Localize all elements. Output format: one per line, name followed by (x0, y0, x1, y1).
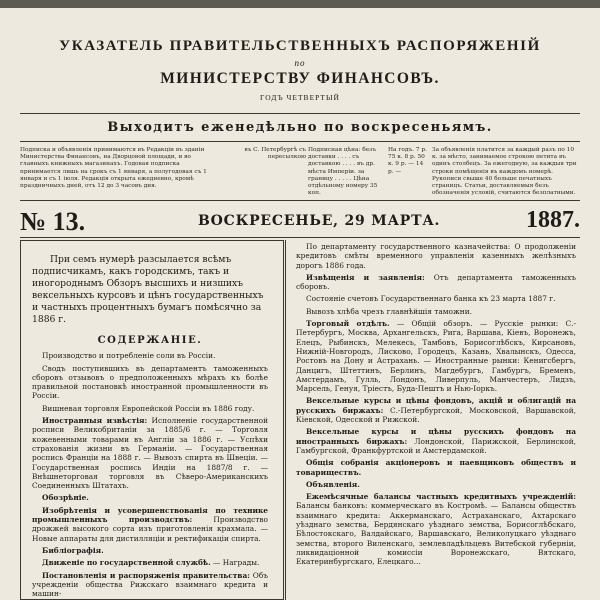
subscription-info: Подписка и объявленія принимаются въ Редакціи въ зданіи Министерства Финансовъ, на Дворцовой площади, и во главныхъ книжныхъ магазинахъ. Годовая подписка принимается лишь на срокъ съ 1 января, а полугодовая съ 1 января и съ 1 іюля. Редакція открыта ежедневно, кромѣ праздничныхъ дней, отъ 12 до 3 часовъ дня. (20, 147, 207, 190)
contents-item (32, 546, 268, 555)
contents-item-text: По департаменту государственного казначейства: О продолженіи кредитовъ смѣты временного управленія казенныхъ желѣзныхъ дорогъ 1886 года. (296, 242, 576, 270)
subscription-amounts: На годъ. 7 р. 75 к. 8 р. 50 к. 9 р. — 14 р. — (388, 147, 427, 175)
contents-item (32, 493, 268, 502)
contents-item-text: Отъ департамента таможенныхъ сборовъ. (296, 272, 576, 292)
contents-item (296, 273, 576, 292)
contents-item-heading: Ежемѣсячные балансы частныхъ кредитныхъ учрежденій: (306, 492, 576, 502)
contents-item (296, 492, 576, 566)
subscription-city: въ С. Петербургѣ съ пересылкою (244, 147, 306, 161)
contents-item (32, 571, 268, 599)
contents-item (296, 427, 576, 455)
contents-item-heading: Вексельные курсы и цѣны русскихъ фондовъ на иностранныхъ биржахъ: (296, 427, 576, 446)
contents-item (296, 480, 576, 489)
contents-heading: СОДЕРЖАНІЕ. (97, 335, 203, 346)
issue-number: № 13. (20, 207, 86, 236)
contents-item-text: Вывозъ хлѣба чрезъ главнѣйшія таможни. (306, 306, 472, 316)
masthead-title-line3: МИНИСТЕРСТВУ ФИНАНСОВЪ. (160, 70, 440, 87)
contents-item-heading: Общія собранія акціонеровъ и паевщиковъ обществъ и товариществъ. (296, 458, 576, 477)
right-column (292, 240, 580, 570)
info-rule-top (20, 141, 580, 142)
contents-item-text: — Общій обзоръ. — Русскіе рынки: С.-Петербургъ, Москва, Архангельскъ, Рига, Варшава, Кіевъ, Воронежъ, Елецъ, Рыбинскъ, Мелекесь, Тамбовъ, Борисоглѣбскъ, Кирсановъ, Нижній-Новгородъ, Лисково, Городецъ, Казань, Хвалынскъ, Одесса, Ростовъ на Дону и Астрахань. — Иностранные рынки: Кенигсбергъ, Данцигъ, Штеттинъ, Берлинъ, Магдебургъ, Гамбургъ, Бременъ, Амстердамъ, Гулль, Лондонъ, Ливерпуль, Манчестеръ, Лидзъ, Марсель, Генуя, Тріестъ, Буда-Пештъ и Нью-Іоркъ. (296, 319, 576, 394)
contents-list (32, 351, 268, 598)
contents-item (296, 319, 576, 393)
contents-item-heading: Обозрѣніе. (42, 493, 89, 503)
contents-item (32, 364, 268, 401)
issue-date: ВОСКРЕСЕНЬЕ, 29 МАРТА. (198, 213, 441, 229)
contents-item-heading: Объявленія. (306, 479, 360, 489)
contents-item (296, 294, 576, 303)
masthead-top-band (0, 0, 600, 8)
lead-notice: При семъ нумерѣ разсылается всѣмъ подписчикамъ, какъ городскимъ, такъ и иногороднымъ Обзоръ высшихъ и низшихъ вексельныхъ курсовъ и цѣнъ государственныхъ и частныхъ процентныхъ бумагъ помѣсячно за 1886 г. (32, 254, 264, 325)
masthead-title-line2: по (294, 58, 306, 68)
contents-item-heading: Библіографія. (42, 545, 104, 555)
contents-item-text: — Награды. (210, 558, 260, 568)
contents-item-text: Состояніе счетовъ Государственнаго банка къ 23 марта 1887 г. (306, 294, 556, 304)
contents-item-text: Сводъ поступившихъ въ департаментъ таможенныхъ сборовъ отзывовъ о предположенныхъ мѣрахъ къ болѣе правильной постановкѣ иностранной промышленности въ Россіи. (32, 363, 268, 401)
contents-item (296, 458, 576, 477)
masthead-year: ГОДЪ ЧЕТВЕРТЫЙ (260, 93, 340, 102)
contents-list-continued (296, 242, 576, 567)
contents-item-heading: Движеніе по государственной службѣ. (42, 558, 211, 568)
contents-item (32, 506, 268, 543)
masthead-rule (20, 113, 580, 114)
contents-item (296, 396, 576, 424)
info-rule-bottom (20, 200, 580, 201)
left-column (20, 240, 278, 600)
contents-item-text: Производство и потребленіе соли въ Россіи. (42, 351, 216, 361)
masthead (0, 38, 600, 102)
contents-item (32, 416, 268, 490)
contents-item-heading: Вексельные курсы и цѣны фондовъ, акцій и облигацій на русскихъ биржахъ: (296, 396, 576, 415)
publication-frequency: Выходитъ еженедѣльно по воскресеньямъ. (107, 120, 493, 135)
contents-item-text: Объ учрежденіи общества Рижскаго взаимнаго кредита и машин- (32, 570, 269, 599)
contents-item-heading: Изобрѣтенія и усовершенствованія по технике промышленныхъ производствъ: (32, 505, 268, 525)
contents-item-text: Производство дрожжей высокого сорта изъ приготовленія крахмала. — Новые аппараты для дистилляціи и ректификаціи спирта. (32, 515, 268, 543)
column-divider (285, 240, 286, 600)
contents-item-heading: Иностранныя извѣстія: (42, 416, 148, 426)
issue-year: 1887. (526, 207, 580, 233)
contents-item (32, 351, 268, 360)
issue-rule (20, 237, 580, 238)
contents-item-heading: Извѣщенія и заявленія: (306, 272, 425, 282)
contents-item (296, 307, 576, 316)
contents-item-text: Исполненіе государственной росписи Великобританіи за 1885/6 г. — Торговля кожевенными товарами въ Англіи за 1886 г. — Успѣхи страхованія жизни въ Германіи. — Государственная роспись Франціи на 1888 г. — Вывозъ спирта въ Швеціи. — Государственная роспись Индіи на 1887/8 г. — Внѣшнеторговая торговля въ Сѣверо-Американскихъ Соединенныхъ Штатахъ. (32, 416, 268, 491)
contents-item-text: Лондонской, Парижской, Берлинской, Гамбургской, Франкфуртской и Амстердамской. (296, 436, 576, 455)
contents-item-text: Вишневая торговля Европейской Россіи въ 1886 году. (42, 403, 255, 413)
contents-item (32, 404, 268, 413)
contents-item-heading: Торговый отдѣлъ. (306, 319, 390, 329)
contents-item (296, 242, 576, 270)
contents-item-text: Балансы банковъ: коммерческаго въ Костромѣ. — Балансы обществъ взаимнаго кредита: Аккерманскаго, Астраханскаго, Ахтарскаго уѣзднаго земства, Бердянскаго уѣзднаго земства, Борисоглѣбскаго, Бѣлостокскаго, Валдайскаго, Варшавскаго, Великолуцкаго уѣзднаго земства, второго Виленскаго, землевладѣльцевъ Витебской губерніи, ликвидаціонной комиссіи Воронежскаго, Вятскаго, Екатеринбургскаго, Елецкаго... (296, 501, 576, 567)
contents-item (32, 558, 268, 567)
masthead-title-line1: УКАЗАТЕЛЬ ПРАВИТЕЛЬСТВЕННЫХЪ РАСПОРЯЖЕНІЙ (59, 38, 541, 54)
advertisement-info: За объявленія платится за каждый разъ по 10 к. за мѣсто, занимаемое строкою петита въ одинъ столбецъ. За ежегодную, за каждыя три строки помѣщенія въ каждомъ номерѣ. Рукописи свыше 40 больше печатныхъ страницъ. Статьи, доставляемыя безъ обозначенія условій, считаются безплатными. (432, 147, 577, 197)
contents-item-text: С.-Петербургской, Московской, Варшавской, Кіевской, Одесской и Рижской. (296, 405, 576, 425)
contents-item-heading: Постановленія и распоряженія правительства: (42, 570, 250, 580)
subscription-prices: Подписная цѣна: безъ доставки . . . . съ доставкою . . . . въ др. мѣста Имперіи. за границу . . . . . Цѣна отдѣльному номеру 35 коп. (308, 147, 378, 197)
issue-header (20, 207, 580, 235)
